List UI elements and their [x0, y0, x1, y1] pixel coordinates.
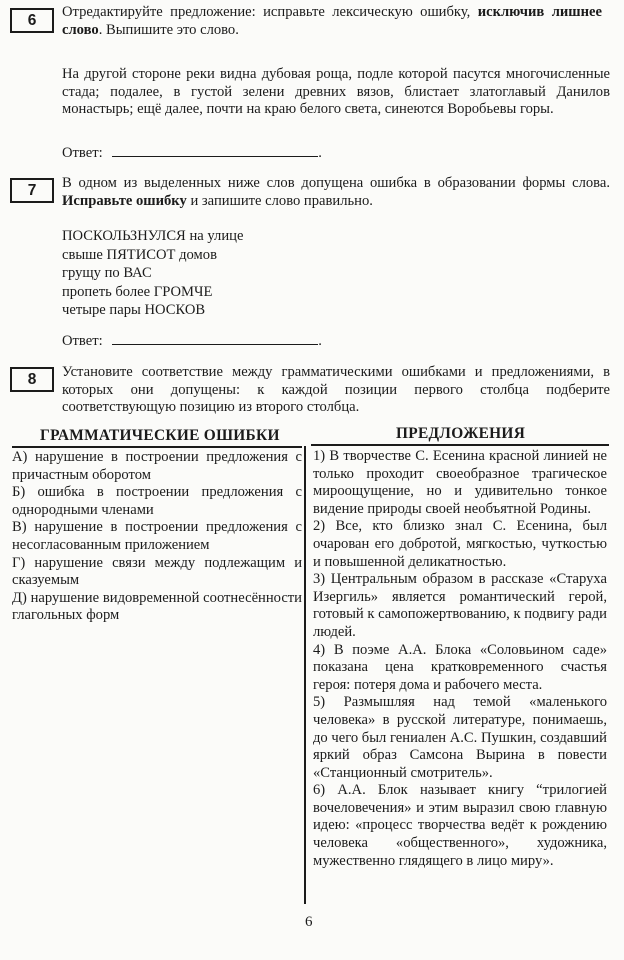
task7-instruction	[62, 175, 610, 210]
task8-instr-text: Установите соответствие между грамматическими ошибками и предложениями, в которых они допущены: к каждой позиции первого столбца подберите соответствующую позицию из второго столбца.	[62, 364, 610, 416]
right-header-rule	[311, 444, 609, 446]
word-item: ПОСКОЛЬЗНУЛСЯ на улице	[62, 228, 244, 244]
task7-instr-text: В одном из выделенных ниже слов допущена ошибка в образовании формы слова.	[62, 175, 610, 191]
error-item: Б) ошибка в построении предложения с однородными членами	[12, 484, 302, 518]
left-column-header: ГРАММАТИЧЕСКИЕ ОШИБКИ	[40, 427, 280, 444]
task6-instruction	[62, 4, 602, 39]
task6-sentence-text: На другой стороне реки видна дубовая роща, подле которой пасутся многочисленные стада; подалее, в густой зелени древних вязов, блистает златоглавый Данилов монастырь; ещё далее, почти на краю белого света, синеются Воробьевы горы.	[62, 66, 610, 118]
word-item: пропеть более ГРОМЧЕ	[62, 283, 213, 300]
task7-answer-end: .	[318, 333, 322, 349]
task-number-7: 7	[10, 178, 54, 203]
task6-instr-emphasis: исключив лишнее слово	[62, 4, 602, 38]
task7-answer-label: Ответ:	[62, 333, 103, 349]
task7-instr-emphasis: Исправьте ошибку	[62, 192, 187, 209]
task-number-6: 6	[10, 8, 54, 33]
task-number-8: 8	[10, 367, 54, 392]
task8-instruction	[62, 364, 610, 417]
task7-answer-field[interactable]	[112, 332, 318, 345]
sentence-item: 1) В творчестве С. Есенина красной линией не только проходит своеобразное трагическое мироощущение, но и удивительно тонкое видение природы своей необъятной Родины.	[313, 448, 607, 517]
error-item: Д) нарушение видовременной соотнесённости глагольных форм	[12, 589, 302, 624]
sentence-item: 3) Центральным образом в рассказе «Старуха Изергиль» является романтический герой, готовый к самопожертвованию, к подвигу ради людей.	[313, 571, 607, 640]
task6-answer-label: Ответ:	[62, 145, 103, 161]
sentence-item: 5) Размышляя над темой «маленького человека» в русской литературе, понимаешь, до чего был гениален А.С. Пушкин, создавший яркий образ Самсона Вырина в повести «Станционный смотритель».	[313, 694, 607, 781]
task6-instr-text-end: . Выпишите это слово.	[98, 21, 239, 38]
task6-sentence	[62, 66, 610, 119]
column-divider	[304, 446, 306, 904]
word-item: четыре пары НОСКОВ	[62, 302, 206, 319]
page-number: 6	[305, 914, 313, 930]
task7-instr-text-end: и запишите слово правильно.	[186, 192, 373, 209]
left-header-rule	[12, 446, 302, 448]
error-item: А) нарушение в построении предложения с причастным оборотом	[12, 449, 302, 483]
word-item: свыше ПЯТИСОТ домов	[62, 246, 217, 263]
task6-answer	[62, 144, 322, 163]
word-item: грущу по ВАС	[62, 265, 152, 282]
sentences-column	[313, 448, 607, 870]
errors-column	[12, 449, 302, 625]
error-item: Г) нарушение связи между подлежащим и сказуемым	[12, 554, 302, 589]
task6-answer-end: .	[318, 145, 322, 161]
task7-word-list	[62, 228, 362, 321]
task6-answer-field[interactable]	[112, 144, 318, 157]
task7-answer	[62, 332, 322, 351]
error-item: В) нарушение в построении предложения с несогласованным приложением	[12, 519, 302, 553]
right-column-header: ПРЕДЛОЖЕНИЯ	[396, 425, 526, 442]
sentence-item: 6) А.А. Блок называет книгу “трилогией вочеловечения» и этим выразил свою главную идею: «процесс творчества ведёт к рождению человека «общественного», художника, мужественно глядящего в лицо миру».	[313, 782, 607, 869]
sentence-item: 2) Все, кто близко знал С. Есенина, был очарован его добротой, мягкостью, чуткостью и повышенной деликатностью.	[313, 518, 607, 570]
sentence-item: 4) В поэме А.А. Блока «Соловьином саде» показана цена кратковременного счастья героя: потеря дома и рабочего места.	[313, 641, 607, 693]
task6-instr-text: Отредактируйте предложение: исправьте лексическую ошибку,	[62, 4, 478, 20]
